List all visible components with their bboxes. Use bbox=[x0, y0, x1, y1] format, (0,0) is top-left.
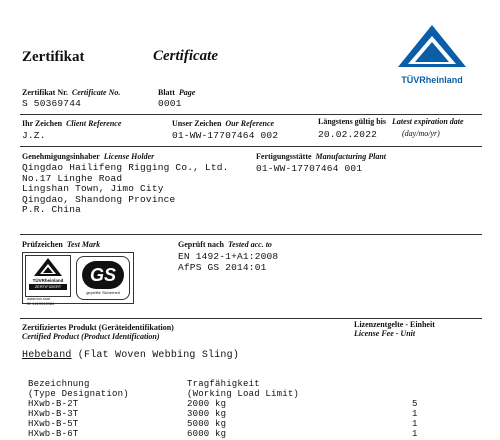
client-ref-label: Ihr Zeichen Client Reference bbox=[22, 119, 122, 128]
test-mark-url: www.tuv.com bbox=[27, 296, 51, 301]
badge-bottom-text: ZERTIFIZIERT bbox=[29, 284, 67, 290]
cert-no-label: Zertifikat Nr. Certificate No. bbox=[22, 88, 121, 97]
divider bbox=[20, 146, 482, 147]
tuv-triangle-icon bbox=[26, 256, 70, 278]
tuv-certified-badge bbox=[25, 255, 71, 297]
badge-top-text: TÜVRheinland bbox=[32, 278, 64, 283]
gs-mark bbox=[76, 256, 130, 300]
fee-cell: 1 bbox=[412, 419, 418, 429]
valid-until-value: 20.02.2022 bbox=[318, 129, 378, 140]
divider bbox=[20, 114, 482, 115]
divider bbox=[20, 234, 482, 235]
plant-label: Fertigungsstätte Manufacturing Plant bbox=[256, 152, 387, 161]
product-name-main: Hebeband bbox=[22, 350, 72, 361]
page-value: 0001 bbox=[158, 98, 182, 109]
load-cell: 6000 kg bbox=[187, 429, 227, 439]
table-row bbox=[28, 419, 428, 429]
date-format: (day/mo/yr) bbox=[402, 129, 440, 138]
address-line: Qingdao Hailifeng Rigging Co., Ltd. bbox=[22, 162, 229, 173]
product-name bbox=[22, 350, 239, 361]
col-type-header: Bezeichnung (Type Designation) bbox=[28, 379, 129, 399]
fee-label: Lizenzentgelte - Einheit License Fee - Unit bbox=[354, 320, 435, 338]
address-line: No.17 Linghe Road bbox=[22, 172, 123, 184]
standard-line: EN 1492-1+A1:2008 bbox=[178, 251, 279, 262]
type-cell: HXwb-B-2T bbox=[28, 399, 79, 409]
fee-cell: 1 bbox=[412, 429, 418, 439]
gs-caption: geprüfte Sicherheit bbox=[86, 290, 120, 295]
address-line: Lingshan Town, Jimo City bbox=[22, 183, 164, 194]
our-ref-value: 01-WW-17707464 002 bbox=[172, 130, 279, 141]
plant-value: 01-WW-17707464 001 bbox=[256, 163, 363, 174]
valid-until-label: Längstens gültig bis Latest expiration date bbox=[318, 117, 464, 126]
load-cell: 2000 kg bbox=[187, 399, 227, 409]
test-mark-id: ID 1419043984 bbox=[27, 301, 55, 306]
table-row bbox=[28, 399, 428, 409]
gs-text: GS bbox=[89, 265, 116, 285]
product-name-rest: (Flat Woven Webbing Sling) bbox=[71, 350, 240, 361]
type-cell: HXwb-B-3T bbox=[28, 409, 79, 419]
type-cell: HXwb-B-5T bbox=[28, 419, 79, 429]
table-row bbox=[28, 429, 428, 439]
address-line: Qingdao, Shandong Province bbox=[22, 193, 176, 205]
page-label: Blatt Page bbox=[158, 88, 196, 97]
table-row bbox=[28, 409, 428, 419]
fee-cell: 1 bbox=[412, 409, 418, 419]
our-ref-label: Unser Zeichen Our Reference bbox=[172, 119, 275, 128]
tested-acc-label: Geprüft nach Tested acc. to bbox=[178, 240, 272, 249]
title-de: Zertifikat bbox=[22, 49, 85, 65]
licence-holder-label: Genehmigungsinhaber License Holder bbox=[22, 152, 155, 161]
load-cell: 3000 kg bbox=[187, 409, 227, 419]
load-cell: 5000 kg bbox=[187, 419, 227, 429]
address-line: P.R. China bbox=[22, 204, 82, 215]
cert-no-value: S 50369744 bbox=[22, 98, 82, 109]
test-mark-label: Prüfzeichen Test Mark bbox=[22, 240, 101, 249]
tested-acc-standards bbox=[178, 252, 278, 273]
tuv-logo bbox=[392, 22, 472, 84]
title-en: Certificate bbox=[153, 48, 218, 64]
gs-mark-inner bbox=[82, 261, 124, 289]
tuv-logo-text: TÜVRheinland bbox=[401, 75, 463, 85]
col-load-header: Tragfähigkeit (Working Load Limit) bbox=[187, 379, 300, 399]
type-cell: HXwb-B-6T bbox=[28, 429, 79, 439]
divider bbox=[20, 318, 482, 319]
client-ref-value: J.Z. bbox=[22, 130, 46, 141]
tuv-triangle-icon bbox=[392, 22, 472, 70]
standard-line: AfPS GS 2014:01 bbox=[178, 261, 267, 273]
product-label: Zertifiziertes Produkt (Geräteidentifikation) Certified Product (Product Identification) bbox=[22, 323, 174, 341]
fee-cell: 5 bbox=[412, 399, 418, 409]
licence-holder-address bbox=[22, 163, 229, 216]
